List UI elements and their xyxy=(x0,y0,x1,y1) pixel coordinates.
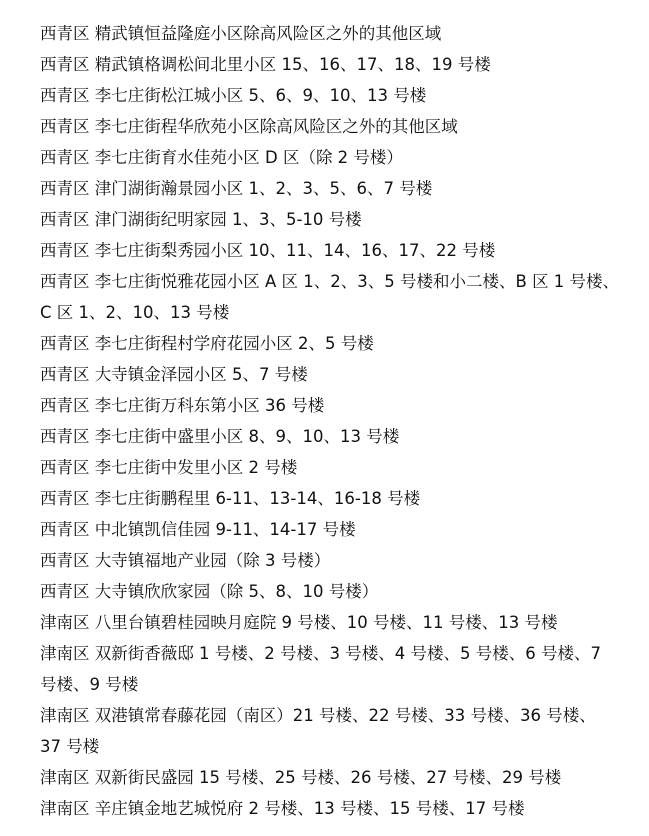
text-line: 西青区 李七庄街梨秀园小区 10、11、14、16、17、22 号楼 xyxy=(40,241,496,260)
text-line: 津南区 双港镇常春藤花园（南区）21 号楼、22 号楼、33 号楼、36 号楼、 xyxy=(40,706,596,725)
text-line: 西青区 李七庄街程村学府花园小区 2、5 号楼 xyxy=(40,334,374,353)
text-line: 西青区 李七庄街悦雅花园小区 A 区 1、2、3、5 号楼和小二楼、B 区 1 号楼、 xyxy=(40,272,620,291)
text-line: C 区 1、2、10、13 号楼 xyxy=(40,303,230,322)
text-line: 37 号楼 xyxy=(40,737,100,756)
text-line: 西青区 大寺镇金泽园小区 5、7 号楼 xyxy=(40,365,308,384)
text-line: 西青区 李七庄街万科东第小区 36 号楼 xyxy=(40,396,325,415)
text-line: 西青区 津门湖街纪明家园 1、3、5-10 号楼 xyxy=(40,210,362,229)
text-line: 西青区 精武镇恒益隆庭小区除高风险区之外的其他区域 xyxy=(40,24,442,43)
text-line: 西青区 津门湖街瀚景园小区 1、2、3、5、6、7 号楼 xyxy=(40,179,433,198)
text-line: 津南区 八里台镇碧桂园映月庭院 9 号楼、10 号楼、11 号楼、13 号楼 xyxy=(40,613,558,632)
text-line: 西青区 中北镇凯信佳园 9-11、14-17 号楼 xyxy=(40,520,356,539)
text-line: 西青区 李七庄街育水佳苑小区 D 区（除 2 号楼） xyxy=(40,148,403,167)
text-line: 西青区 李七庄街松江城小区 5、6、9、10、13 号楼 xyxy=(40,86,427,105)
text-line: 号楼、9 号楼 xyxy=(40,675,139,694)
text-line: 西青区 李七庄街中发里小区 2 号楼 xyxy=(40,458,298,477)
text-line: 津南区 双新街香薇邸 1 号楼、2 号楼、3 号楼、4 号楼、5 号楼、6 号楼、7 xyxy=(40,644,601,663)
text-line: 西青区 大寺镇欣欣家园（除 5、8、10 号楼） xyxy=(40,582,379,601)
text-line: 西青区 李七庄街程华欣苑小区除高风险区之外的其他区域 xyxy=(40,117,458,136)
text-line: 津南区 辛庄镇金地艺城悦府 2 号楼、13 号楼、15 号楼、17 号楼 xyxy=(40,799,525,818)
text-line: 西青区 李七庄街鹏程里 6-11、13-14、16-18 号楼 xyxy=(40,489,421,508)
text-line: 津南区 双新街民盛园 15 号楼、25 号楼、26 号楼、27 号楼、29 号楼 xyxy=(40,768,562,787)
text-line: 西青区 李七庄街中盛里小区 8、9、10、13 号楼 xyxy=(40,427,400,446)
text-line: 西青区 大寺镇福地产业园（除 3 号楼） xyxy=(40,551,331,570)
text-line: 西青区 精武镇格调松间北里小区 15、16、17、18、19 号楼 xyxy=(40,55,491,74)
